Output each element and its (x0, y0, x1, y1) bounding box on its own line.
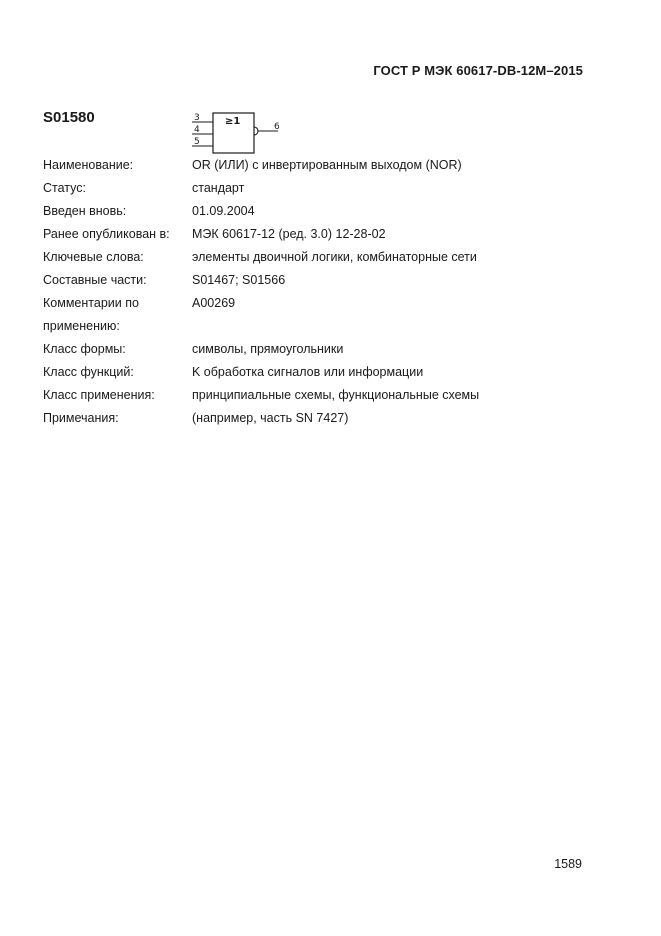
property-value: элементы двоичной логики, комбинаторные сети (192, 250, 477, 264)
property-value: символы, прямоугольники (192, 342, 344, 356)
property-label: применению: (43, 319, 120, 333)
property-label: Введен вновь: (43, 204, 127, 218)
property-row (43, 177, 603, 200)
property-row (43, 384, 603, 407)
property-row (43, 407, 603, 430)
property-label: Комментарии по (43, 296, 139, 310)
property-label: Класс функций: (43, 365, 134, 379)
property-label: Составные части: (43, 273, 147, 287)
property-row (43, 154, 603, 177)
property-value: K обработка сигналов или информации (192, 365, 424, 379)
property-value: S01467; S01566 (192, 273, 286, 287)
property-row (43, 200, 603, 223)
standard-header: ГОСТ Р МЭК 60617-DB-12M–2015 (373, 63, 583, 78)
property-label: Класс формы: (43, 342, 126, 356)
input-pin-label: 4 (194, 125, 200, 135)
gate-function-label: ≥1 (225, 116, 241, 127)
property-row (43, 223, 603, 246)
output-pin-label: 6 (274, 122, 280, 132)
input-pin-label: 3 (194, 113, 200, 123)
property-value: (например, часть SN 7427) (192, 411, 349, 425)
property-label: Класс применения: (43, 388, 155, 402)
page-number: 1589 (554, 857, 582, 871)
property-value: 01.09.2004 (192, 204, 255, 218)
property-value (192, 315, 603, 338)
property-row (43, 315, 603, 338)
input-pin-label: 5 (194, 137, 200, 147)
property-value: принципиальные схемы, функциональные схемы (192, 388, 480, 402)
property-row (43, 269, 603, 292)
property-label: Ключевые слова: (43, 250, 144, 264)
property-row (43, 361, 603, 384)
property-label: Ранее опубликован в: (43, 227, 170, 241)
symbol-properties (43, 154, 603, 430)
property-row (43, 292, 603, 315)
property-label: Статус: (43, 181, 86, 195)
nor-gate-symbol-icon (192, 110, 292, 160)
property-row (43, 338, 603, 361)
property-label: Примечания: (43, 411, 119, 425)
property-value: стандарт (192, 181, 245, 195)
property-value: МЭК 60617-12 (ред. 3.0) 12-28-02 (192, 227, 386, 241)
property-value: A00269 (192, 296, 236, 310)
property-value: OR (ИЛИ) с инвертированным выходом (NOR) (192, 158, 462, 172)
symbol-id: S01580 (43, 109, 95, 126)
property-row (43, 246, 603, 269)
property-label: Наименование: (43, 158, 134, 172)
